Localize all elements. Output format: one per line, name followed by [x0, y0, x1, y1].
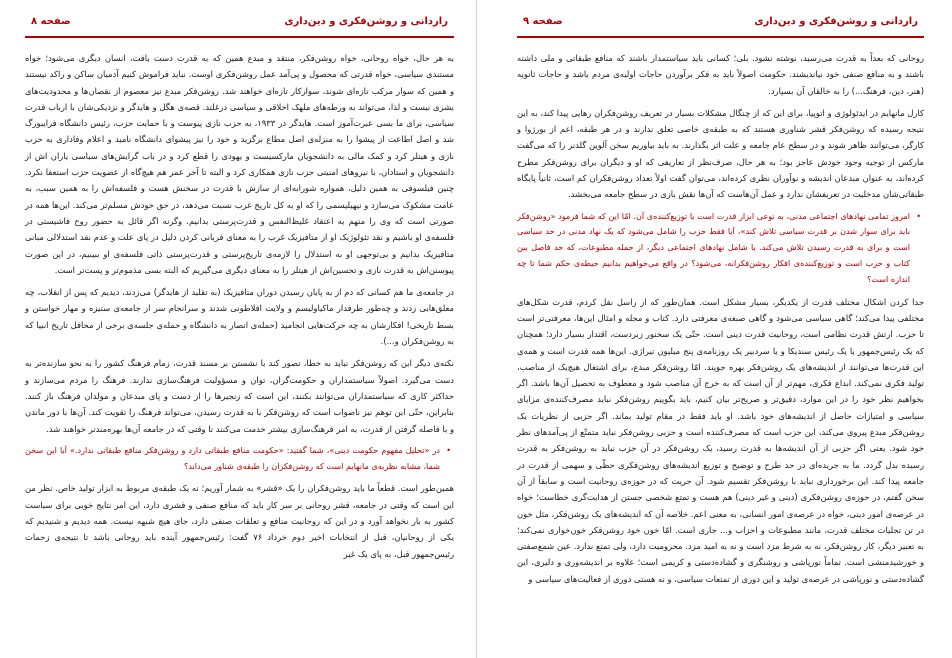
interview-question: • در «تحلیل مفهوم حکومت دینی»، شما گفتید: «حکومت منافع طبقاتی دارد و روشن‌فکر منافع طبقاتی ندارد.» آیا این سخن شما، مشابه نظریه‌ی مانهایم است که روشن‌فکران را طبقه‌ی شناور می‌داند؟	[25, 443, 454, 475]
right-page	[476, 0, 952, 658]
page-body	[517, 50, 924, 587]
paragraph: روحانی که بعداً به قدرت می‌رسید، نوشته نشود. بلی؛ کسانی باید سیاستمدار باشند که منافع طبقاتی و ملی داشته باشند و به منافع صنفی خود نیاندیشند. حکومت اصولاً باید به فکر برآوردن حاجات اولیه‌ی مردم باشد و حاجات ثانویه (هنر، دین، فرهنگ...) را به خالقان آن بسپارد.	[517, 53, 924, 96]
page-number: صفحه ۸	[31, 16, 71, 27]
paragraph: کارل مانهایم در ایدئولوژی و اتوپیا، برای این که از چنگال مشکلات بسیار در تعریف روشن‌فکران رهایی پیدا کند، به این نتیجه رسیده که روشن‌فکر قشر شناوری هستند که به طبقه‌ی خاصی تعلق ندارند و در هر طبقه، اعم از بورژوا و کارگر، می‌توانند ظاهر شوند و در سطح عام جامعه و علت اثر بگذارند. به باید بیاوریم سخن آلوین گلدنر را که می‌گفت مارکس از توجیه وجود خودش عاجز بود؛ به هر حال، صرف‌نظر از تعاریفی که او و دیگران برای روشن‌فکر مطرح کرده‌اند، به عنوان مبدعان اندیشه و نوآوران نظری کرده‌اند، می‌توان گفت اولاً تعداد روشن‌فکران کم است، ثانیاً پایگاه طبقاتی‌شان مدخلیت در تعریفشان ندارد و عمل آن‌هاست که آن‌ها نقش بازی در سطح جامعه می‌بخشد.	[517, 107, 924, 200]
interview-question: • امروز تمامی نهادهای اجتماعی مدنی، به نوعی ابزار قدرت است یا توزیع‌کننده‌ی آن. امّا این که شما فرمود «روشن‌فکر باید برای سوار شدن بر قدرت سیاسی تلاش کند»، آیا فقط حزب را شامل می‌شود که یک نهاد مدنی در حد سیاسی است و برای به قدرت رسیدن تلاش می‌کند. یا شامل نهادهای اجتماعی دیگر، از جمله مطبوعات، که حد فاصل بین کتاب و حزب است و توزیع‌کننده‌ی افکار روشن‌فکرانه، می‌شود؟ در واقع می‌خواهیم بدانیم حیطه‌ی حکم شما تا چه اندازه است؟	[517, 209, 924, 288]
running-title: راردانی و روشن‌فکری و دین‌داری	[284, 16, 448, 27]
page-header	[517, 10, 924, 38]
paragraph: همین‌طور است. قطعاً ما باید روشن‌فکران را یک «قشر» به شمار آوریم؛ نه یک طبقه‌ی مربوط به ابزار تولید خاص. نظر من این است که وقتی در جامعه، قشر روحانی بر سر کار باید که منافع صنفی و قشری دارد، این امر نتایج خوبی برای سیاست کشور به بار نخواهد آورد و در این که روحانیت منافع و تعلقات صنفی دارد، جای هیچ شبهه نیست. همه دیدیم و شنیدیم که یکی از روحانیان، قبل از انتخابات اخیر دوم خرداد ۷۶ گفت: رئیس‌جمهور آینده باید روحانی باشد تا نتیجه‌ی زحمات رئیس‌جمهور قبل، به پای یک غیر	[25, 483, 455, 559]
paragraph: به هر حال، خواه روحانی، خواه روشن‌فکر، منتقد و مبدع همین که به قدرت دست یافت، انسان دیگری می‌شود؛ خواه مستندی سیاسی، خواه قدرتی که محصول و پی‌آمد عمل روشن‌فکری اوست. نباید فراموش کنیم آدمیان ساکن و راکد نیستند و همین که سوار مرکب تازه‌ای شوند، سوارکار تازه‌ای خواهند شد. روشن‌فکر مبدع نیز معصوم از نقصان‌ها و محدودیت‌های بشری نیست و لذا، می‌تواند به ورطه‌های ملهک اخلاقی و سیاسی درغلتد. قصه‌ی هگل و هایدگر و نزدیکی‌شان با ارباب قدرت سیاسی، برای ما بسی عبرت‌آموز است. هایدگر در ۱۹۳۳، به حزب نازی پیوست و با حمایت حزب، رئیس دانشگاه فرایبورگ شد و اصل اطاعت از پیشوا را به منزله‌ی اصل مطاع برگزید و خود را نیز پیشوای دانشگاه نامید و اعلام وفاداری به حزب نازی و هیتلر کرد و کمک مالی به دانشجویان مارکسیست و یهودی را قطع کرد و در باب گرایش‌های سیاسی یاران اش از دانشجویان و استادان، با نیروهای امنیتی حزب نازی همکاری کرد و البته تا آخر عمر هم هیچ‌گاه از عضویت حزب استعفا نکرد. چنین فیلسوفی به همین دلیل، همواره شورابه‌ای از سازش با قدرت در سخنش هست و فلسفه‌اش را به همین سبب، به عامت مشکوک می‌سازد و نیهیلیسمی را که او به کل تاریخ غرب نسبت می‌دهد، در حق خودش مسلم‌تر می‌کند. این‌ها همه در صورتی است که وی را متهم به اعتقاد غلیظ‌النفس و قدرت‌پرستی بدانیم. وگرنه اگر قائل به حضور روح فاشیستی در فلسفه‌ی او باشیم و نقد تئولوژیک او از متافیزیک غرب را به معنای قربانی کردن دلیل در پای علت و عدم نقد استدلالی مبانی متافیزیک بدانیم و بی‌توجهی او به استدلال را لازمه‌ی تاریخ‌پرستی و قدرت‌پرستی ذاتی فلسفه‌ی او ببینیم، در این صورت پیوستن‌اش به قدرت نازی و تحسین‌اش از هیتلر را به معنای دیگری می‌گیریم که البته بسی مذموم‌تر و پست‌تر است.	[25, 53, 454, 275]
paragraph: در جامعه‌ی ما هم کسانی که دم از به پایان رسیدن دوران متافیزیک (به تقلید از هایدگر) می‌زدند، دیدیم که پس از انقلاب، چه معلق‌هایی زدند و چه‌طور طرفدار ماکیاولیسم و ولایت افلاطونی شدند و سرانجام سر از جامعه‌ی ستیزه و مهار خواستن و بسط تاریخی! افکارشان به چه حرکت‌هایی انجامید (حمله‌ی انصار به دانشگاه و حمله‌ی جلسه‌ی برخی از محافل تاریخ انبیا که به روشن‌فکران و...).	[25, 287, 454, 347]
page-header	[25, 10, 454, 38]
page-body	[25, 50, 454, 562]
paragraph: نکته‌ی دیگر این که روشن‌فکر نباید به خطا، تصور کند با نشستن بر مسند قدرت، زمام فرهنگ کشور را به نحو سازنده‌تر به دست می‌گیرد. اصولاً سیاستمداران و حکومت‌گران، توان و مسؤولیت فرهنگ‌سازی ندارند. فرهنگ را مردم می‌سازند و حداکثر کاری که سیاستمداران می‌توانند بکنند، این است که زنجیرها را از دست و پای مبدعان و مولدان فرهنگ باز کنند. بنابراین، حتّی این توهم نیز ناصواب است که روشن‌فکر با به قدرت رسیدن، می‌تواند فرهنگ را تقویت کند. آن‌ها با دور ماندن و با فاصله گرفتن از قدرت، به امر فرهنگ‌سازی بیشتر خدمت می‌کنند تا وقتی که در جامعه آن‌ها بهره‌مندتر خواهند شد.	[25, 358, 454, 434]
running-title: راردانی و روشن‌فکری و دین‌داری	[754, 16, 918, 27]
paragraph: جدا کردن اشکال مختلف قدرت از یکدیگر، بسیار مشکل است. همان‌طور که از راسل نقل کردم، قدرت شکل‌های مختلفی پیدا می‌کند؛ گاهی سیاسی می‌شود و گاهی صبغه‌ی معرفتی دارد. کتاب و مجله و امثال این‌ها، معرفتی‌تر است تا حزب. ارتش قدرت نظامی است، روحانیت قدرت دینی است. حتّی یک سخنور زبردست، اقتدار بسیار دارد؛ همچنان که یک رئیس‌جمهور یا یک رئیس سندیکا و یا سردبیر یک روزنامه‌ی پنج میلیون تیراژی. این‌ها همه قدرت است و همه‌ی این قدرت‌ها می‌توانند از اندیشه‌های یک روشن‌فکر بهره جویند. امّا روشن‌فکر مبدع، برای اشتغال هیچ‌یک از مناصب، تولید فکری نمی‌کند. ابداع فکری، مهم‌تر از آن است که به خرج آن مناصب شود و معطوف به تحصیل آن‌ها باشد. اگر بخواهیم نظر خود را در این موارد، دقیق‌تر و صریح‌تر بیان کنیم، باید بگوییم روشن‌فکر نباید مصرف‌کننده‌ی مزایای سیاسی و امتیازات حاصل از اندیشه‌های خود باشد. او باید فقط در مقام تولید بماند. اگر حزبی از نظریات یک روشن‌فکر مبدع پیروی می‌کند، این حزب است که مصرف‌کننده است و حزبی روشن‌فکر نباید متمتّع از پی‌آمدهای نظر خود شود. یعنی اگر حزبی از آن اندیشه‌ها به قدرت رسید، یک روشن‌فکر در آن حزب نباید به روشن‌فکر به قدرت رسیده بدل گردد. ما به جریده‌ای در حد طرح و توضیح و توزیع اندیشه‌های روشن‌فکری حظّی و سهمی از قدرت در جامعه پیدا کند. این برخورداری نباید با روشن‌فکر تقسیم شود. آن حریت که در حوزه‌ی روحانیت است و سابقاً از آن سخن گفتم، در حوزه‌ی روشن‌فکری (دینی و غیر دینی) هم هست و تمتع شخصی جستن از هدایت‌گری خطاست؛ خواه در عرصه‌ی امور دینی، خواه در عرصه‌ی امور انسانی، به معنی اعم. خلاصه آن که اندیشه‌های یک روشن‌فکر، مثل خون در تن تجلیات مختلف قدرت، مانند مطبوعات و احزاب و... جاری است. امّا خون خود روشن‌فکر خون‌خواری نمی‌کند؛ به تعبیر دیگر، کار روشن‌فکر، نه به شرط مزد است و نه به امید مزد. محرومیت دارد، ولی تمتع ندارد. عین شمع‌صفتی و خورشیدمنشی است. تماماً نورپاشی و روشنگری و گشاده‌دستی و کریمی است؛ علاوه بر اندیشه‌وری و دلیری، این گشاده‌دستی و نورپاشی در عرصه‌ی تولید و این دوری از تمتعات سیاسی، و نه هستی دوری از فعالیت‌های سیاسی و	[517, 296, 924, 584]
page-number: صفحه ۹	[523, 16, 563, 27]
